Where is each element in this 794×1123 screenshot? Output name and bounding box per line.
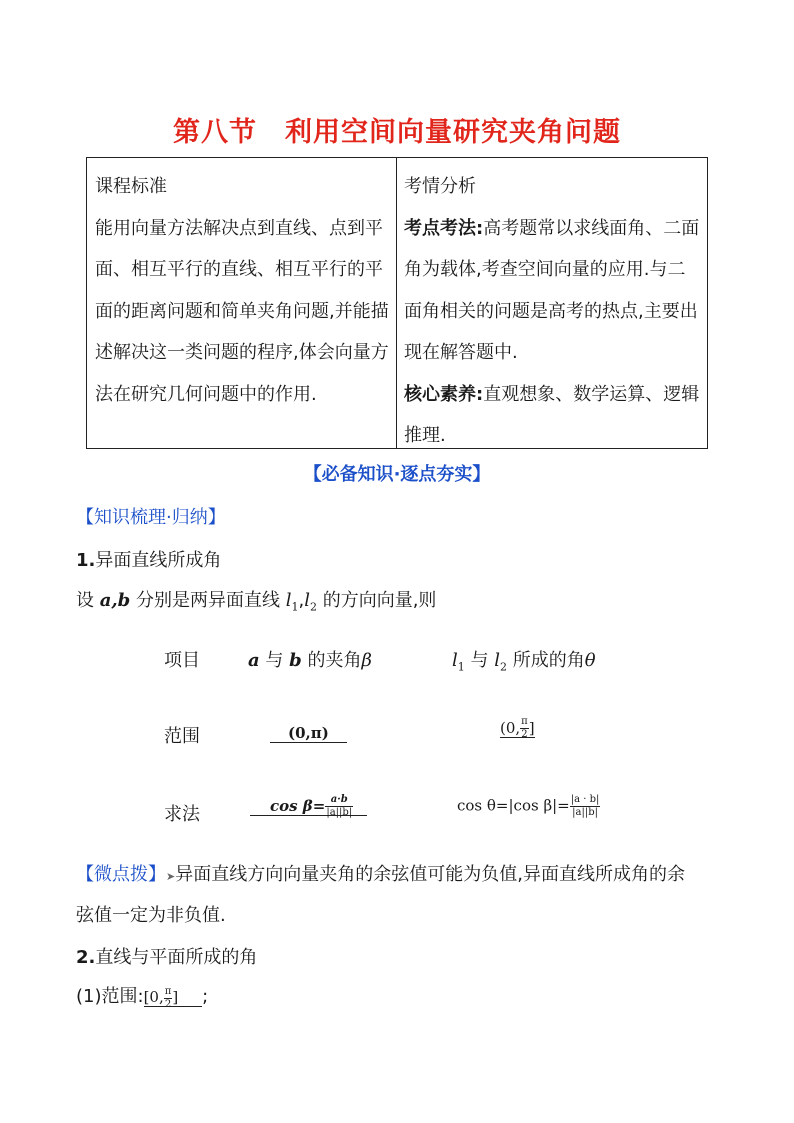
item2-range-end: ; xyxy=(202,986,209,1007)
grid-col1-header xyxy=(248,646,372,672)
cos-beta-den: |a||b| xyxy=(326,807,353,818)
tip-line2: 弦值一定为非负值. xyxy=(76,905,226,926)
item1-intro xyxy=(76,586,436,614)
course-standard-header: 课程标准 xyxy=(95,176,167,197)
item1-number: 1. xyxy=(76,550,96,571)
intro-mid: 分别是两异面直线 xyxy=(130,590,286,611)
cos-theta-lhs: cos θ=|cos β|= xyxy=(457,796,570,815)
cos-theta-frac xyxy=(570,794,601,819)
range-label: 范围 xyxy=(164,726,200,747)
standards-table xyxy=(86,157,708,449)
l1-sub: 1 xyxy=(457,660,465,674)
intro-vectors: a,b xyxy=(99,590,131,611)
l1: l xyxy=(452,650,458,671)
col1-post: 的夹角 xyxy=(301,650,362,671)
item2-range-post: ] xyxy=(172,988,179,1006)
theta-symbol: θ xyxy=(584,650,596,671)
item1-heading xyxy=(76,546,221,572)
col2-post: 所成的角 xyxy=(506,650,585,671)
key-label-1: 考点考法: xyxy=(404,217,484,239)
range-theta-pre: (0, xyxy=(500,718,521,737)
col2-mid: 与 xyxy=(464,650,495,671)
intro-l2-sub: 2 xyxy=(309,600,317,614)
item2-range-label: (1)范围: xyxy=(76,986,144,1007)
cos-theta-den: |a||b| xyxy=(572,807,598,818)
key-label-2: 核心素养: xyxy=(404,383,484,405)
item2-pi: π xyxy=(164,985,172,997)
cos-beta-formula xyxy=(250,794,367,819)
item2-number: 2. xyxy=(76,947,96,968)
exam-analysis-header: 考情分析 xyxy=(404,176,476,197)
exam-analysis-text1: 高考题常以求线面角、二面角为载体,考查空间向量的应用.与二面角相关的问题是高考的热点,主要出现在解答题中. xyxy=(404,217,700,363)
cos-beta-frac xyxy=(325,794,353,819)
tip-line1 xyxy=(76,860,726,886)
col1-mid: 与 xyxy=(259,650,290,671)
method-label: 求法 xyxy=(164,804,200,825)
pi: π xyxy=(521,716,528,727)
item2-title: 直线与平面所成的角 xyxy=(95,947,258,968)
cos-beta-num: a·b xyxy=(325,794,353,807)
intro-l2: l xyxy=(304,590,310,611)
cos-beta-lhs: cos β= xyxy=(270,796,326,815)
intro-l1-sub: 1 xyxy=(291,600,299,614)
table-divider xyxy=(396,158,397,448)
beta-symbol: β xyxy=(361,650,372,671)
intro-l1: l xyxy=(285,590,292,611)
exam-analysis-body1 xyxy=(404,208,700,374)
vec-b: b xyxy=(289,650,302,671)
range-theta-value xyxy=(500,716,535,740)
item1-title: 异面直线所成角 xyxy=(95,550,222,571)
page-title: 第八节 利用空间向量研究夹角问题 xyxy=(173,117,621,148)
range-theta-post: ] xyxy=(528,718,535,737)
cos-beta-underline xyxy=(250,794,367,818)
vec-a: a xyxy=(248,650,260,671)
intro-pre: 设 xyxy=(76,590,100,611)
course-standard-body: 能用向量方法解决点到直线、点到平面、相互平行的直线、相互平行的平面的距离问题和简单夹角问题,并能描述解决这一类问题的程序,体会向量方法在研究几何问题中的作用. xyxy=(95,217,389,405)
intro-sep: , xyxy=(298,590,305,611)
two: 2 xyxy=(521,729,528,740)
item2-two: 2 xyxy=(164,998,172,1010)
range-theta xyxy=(500,716,535,741)
subsection-heading: 【知识梳理·归纳】 xyxy=(76,507,226,528)
exam-analysis-text2: 直观想象、数学运算、逻辑推理. xyxy=(404,383,700,446)
cos-theta-formula xyxy=(457,794,600,819)
exam-analysis-body2 xyxy=(404,374,700,457)
grid-col2-header xyxy=(452,646,596,674)
range-beta xyxy=(270,722,347,743)
item2-range-pre: [0, xyxy=(143,988,164,1006)
tip-text1: 异面直线方向向量夹角的余弦值可能为负值,异面直线所成角的余 xyxy=(175,864,685,885)
range-beta-value: (0,π) xyxy=(270,724,347,743)
intro-post: 的方向向量,则 xyxy=(316,590,437,611)
pi-over-2 xyxy=(520,716,529,741)
exam-analysis-cell xyxy=(404,166,700,457)
l2-sub: 2 xyxy=(499,660,507,674)
l2: l xyxy=(494,650,500,671)
tip-label: 【微点拨】 xyxy=(76,864,166,885)
section-heading: 【必备知识·逐点夯实】 xyxy=(303,464,491,485)
item2-heading xyxy=(76,943,257,969)
item2-range xyxy=(76,982,208,1011)
item2-range-value xyxy=(143,985,203,1010)
grid-col0-header: 项目 xyxy=(164,650,200,671)
course-standard-cell xyxy=(95,166,391,415)
cos-theta-num: |a · b| xyxy=(570,794,600,805)
arrow-icon: ➤ xyxy=(166,870,176,883)
